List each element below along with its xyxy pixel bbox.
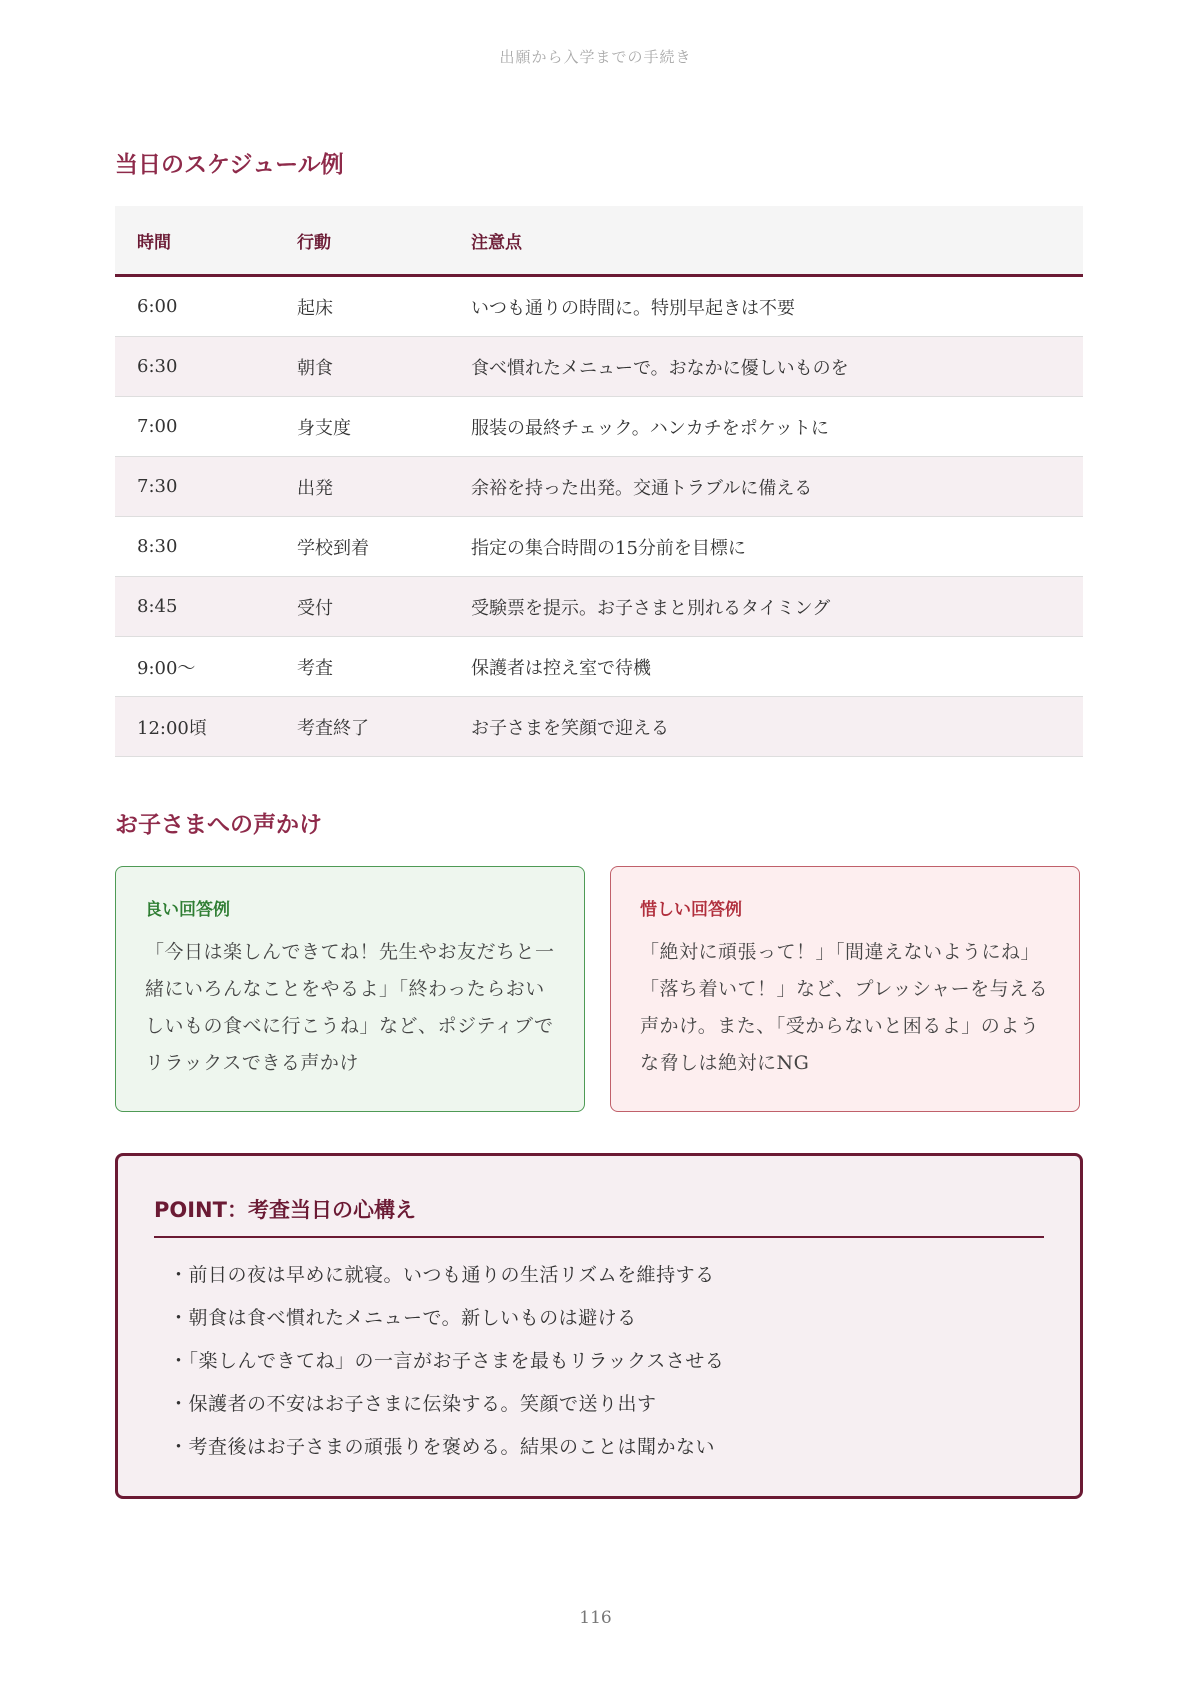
bad-example-text: 「絶対に頑張って！」「間違えないようにね」「落ち着いて！」など、プレッシャーを与える声かけ。また、「受からないと困るよ」のような脅しは絶対にNG xyxy=(640,941,1049,1074)
table-row xyxy=(115,337,1083,397)
action-cell: 受付 xyxy=(275,577,449,637)
notes-cell: 食べ慣れたメニューで。おなかに優しいものを xyxy=(449,337,1083,397)
time-cell: 7:00 xyxy=(115,397,275,457)
time-cell: 6:00 xyxy=(115,276,275,337)
time-cell: 8:45 xyxy=(115,577,275,637)
list-item: ・朝食は食べ慣れたメニューで。新しいものは避ける xyxy=(169,1307,637,1329)
point-list xyxy=(154,1254,1044,1469)
time-cell: 8:30 xyxy=(115,517,275,577)
page-number: 116 xyxy=(579,1608,612,1628)
good-example-text: 「今日は楽しんできてね！先生やお友だちと一緒にいろんなことをやるよ」「終わったらおいしいもの食べに行こうね」など、ポジティブでリラックスできる声かけ xyxy=(145,941,555,1074)
table-row xyxy=(115,397,1083,457)
bad-example-card xyxy=(610,866,1080,1112)
notes-cell: 指定の集合時間の15分前を目標に xyxy=(449,517,1083,577)
running-header: 出願から入学までの手続き xyxy=(499,48,692,66)
table-row xyxy=(115,517,1083,577)
action-cell: 学校到着 xyxy=(275,517,449,577)
notes-cell: 余裕を持った出発。交通トラブルに備える xyxy=(449,457,1083,517)
time-cell: 9:00〜 xyxy=(115,637,275,697)
time-cell: 7:30 xyxy=(115,457,275,517)
voice-section-title: お子さまへの声かけ xyxy=(115,812,322,838)
bad-example-title: 惜しい回答例 xyxy=(640,900,742,920)
action-cell: 朝食 xyxy=(275,337,449,397)
good-example-title: 良い回答例 xyxy=(145,900,230,920)
schedule-table xyxy=(115,206,1083,757)
list-item: ・保護者の不安はお子さまに伝染する。笑顔で送り出す xyxy=(169,1393,657,1415)
list-item: ・「楽しんできてね」の一言がお子さまを最もリラックスさせる xyxy=(169,1350,725,1372)
schedule-section-title: 当日のスケジュール例 xyxy=(115,152,344,178)
table-row xyxy=(115,637,1083,697)
list-item: ・考査後はお子さまの頑張りを褒める。結果のことは聞かない xyxy=(169,1436,716,1458)
action-cell: 考査 xyxy=(275,637,449,697)
table-row xyxy=(115,276,1083,337)
notes-cell: お子さまを笑顔で迎える xyxy=(449,697,1083,757)
list-item: ・前日の夜は早めに就寝。いつも通りの生活リズムを維持する xyxy=(169,1264,715,1286)
point-title: POINT：考査当日の心構え xyxy=(154,1194,1044,1238)
time-cell: 12:00頃 xyxy=(115,697,275,757)
good-example-card xyxy=(115,866,585,1112)
point-box xyxy=(115,1153,1083,1499)
notes-cell: いつも通りの時間に。特別早起きは不要 xyxy=(449,276,1083,337)
action-cell: 身支度 xyxy=(275,397,449,457)
action-cell: 出発 xyxy=(275,457,449,517)
time-cell: 6:30 xyxy=(115,337,275,397)
notes-cell: 保護者は控え室で待機 xyxy=(449,637,1083,697)
table-row xyxy=(115,577,1083,637)
action-cell: 考査終了 xyxy=(275,697,449,757)
notes-cell: 服装の最終チェック。ハンカチをポケットに xyxy=(449,397,1083,457)
column-header-time: 時間 xyxy=(115,206,275,276)
column-header-action: 行動 xyxy=(275,206,449,276)
action-cell: 起床 xyxy=(275,276,449,337)
column-header-notes: 注意点 xyxy=(449,206,1083,276)
table-row xyxy=(115,457,1083,517)
table-row xyxy=(115,697,1083,757)
notes-cell: 受験票を提示。お子さまと別れるタイミング xyxy=(449,577,1083,637)
schedule-header-row xyxy=(115,206,1083,276)
